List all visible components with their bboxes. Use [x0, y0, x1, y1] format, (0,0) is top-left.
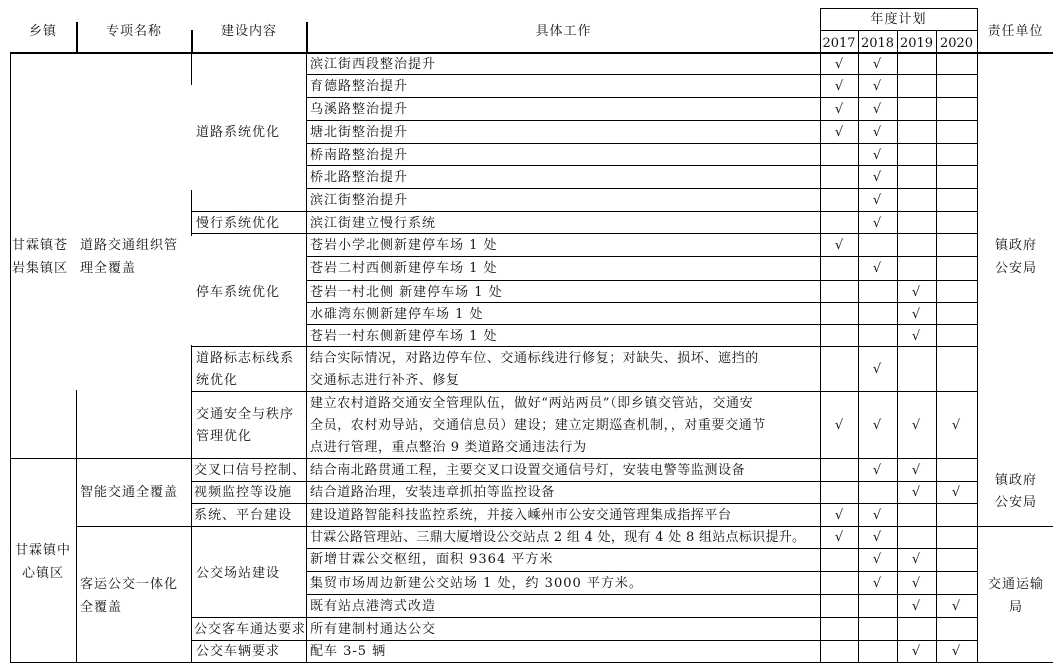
- check-mark-2018: √: [872, 125, 882, 140]
- work-row-line: 交通标志进行补齐、修复: [310, 373, 460, 388]
- check-mark-2019: √: [911, 576, 921, 591]
- check-mark-2017: √: [834, 238, 844, 253]
- check-mark-2020: √: [951, 644, 961, 659]
- grid-line: [820, 8, 978, 9]
- work-row: 桥北路整治提升: [310, 170, 409, 185]
- project-smart: 智能交通全覆盖: [80, 485, 179, 500]
- unit-1-line2: 公安局: [994, 261, 1037, 276]
- check-mark-2018: √: [872, 418, 882, 433]
- grid-line: [306, 74, 977, 75]
- work-row: 塘北街整治提升: [310, 125, 409, 140]
- check-mark-2019: √: [911, 552, 921, 567]
- work-row: 滨江街西段整治提升: [310, 57, 437, 72]
- grid-line: [191, 346, 306, 347]
- work-row-line: 结合实际情况，对路边停车位、交通标线进行修复；对缺失、损坏、遮挡的: [310, 351, 759, 366]
- unit-2-line3: 公安局: [994, 495, 1037, 510]
- grid-line: [306, 526, 977, 527]
- work-row: 结合道路治理，安装违章抓拍等监控设备: [310, 485, 555, 500]
- check-mark-2019: √: [911, 418, 921, 433]
- content-signal-line1: 交叉口信号控制、: [194, 463, 307, 478]
- grid-line: [191, 526, 306, 527]
- grid-line: [306, 640, 977, 641]
- content-slow: 慢行系统优化: [196, 216, 281, 231]
- check-mark-2018: √: [872, 148, 882, 163]
- grid-line: [306, 617, 977, 618]
- grid-line: [306, 188, 977, 189]
- grid-line: [191, 30, 193, 52]
- work-row: 桥南路整治提升: [310, 148, 409, 163]
- grid-line: [306, 22, 308, 52]
- grid-line: [306, 256, 977, 257]
- town-center-line2: 心镇区: [21, 566, 64, 581]
- grid-line: [76, 390, 77, 458]
- check-mark-2019: √: [911, 463, 921, 478]
- header-year-2017: 2017: [822, 36, 856, 51]
- grid-line: [191, 233, 306, 234]
- check-mark-2020: √: [951, 599, 961, 614]
- grid-line: [191, 458, 192, 662]
- check-mark-2017: √: [834, 57, 844, 72]
- work-row-line: 建立农村道路交通安全管理队伍，做好“两站两员”（即乡镇交管站，交通安: [310, 396, 754, 411]
- grid-line: [191, 640, 306, 641]
- content-safety-line2: 管理优化: [196, 429, 253, 444]
- work-row: 苍岩二村西侧新建停车场 1 处: [310, 261, 498, 276]
- check-mark-2019: √: [911, 307, 921, 322]
- town-center-line1: 甘霖镇中: [14, 543, 71, 558]
- check-mark-2018: √: [872, 552, 882, 567]
- work-row: 滨江街整治提升: [310, 193, 409, 208]
- check-mark-2018: √: [872, 102, 882, 117]
- grid-line: [76, 526, 191, 527]
- header-year-2018: 2018: [860, 36, 895, 51]
- check-mark-2018: √: [872, 508, 882, 523]
- check-mark-2019: √: [911, 644, 921, 659]
- work-row: 苍岩小学北侧新建停车场 1 处: [310, 238, 498, 253]
- work-row: 乌溪路整治提升: [310, 102, 409, 117]
- work-row: 滨江街建立慢行系统: [310, 216, 437, 231]
- content-signal-line2: 视频监控等设施: [194, 485, 293, 500]
- grid-line: [191, 481, 306, 482]
- check-mark-2020: √: [951, 485, 961, 500]
- grid-line: [10, 662, 1053, 663]
- work-row: 苍岩一村东侧新建停车场 1 处: [310, 329, 498, 344]
- check-mark-2018: √: [872, 261, 882, 276]
- content-station: 公交场站建设: [196, 566, 281, 581]
- check-mark-2018: √: [872, 57, 882, 72]
- work-row-line: 全员，农村劝导站，交通信息员）建设；建立定期巡查机制，，对重要交通节: [310, 418, 766, 433]
- header-work: 具体工作: [535, 24, 592, 39]
- check-mark-2018: √: [872, 463, 882, 478]
- check-mark-2018: √: [872, 170, 882, 185]
- unit-1-line1: 镇政府: [994, 238, 1037, 253]
- check-mark-2017: √: [834, 418, 844, 433]
- grid-line: [191, 345, 192, 458]
- grid-line: [306, 324, 977, 325]
- grid-line: [191, 391, 306, 392]
- grid-line: [306, 503, 977, 504]
- grid-line: [306, 280, 977, 281]
- grid-line: [10, 52, 11, 662]
- grid-line: [820, 30, 978, 31]
- header-project: 专项名称: [105, 24, 162, 39]
- project-traffic-line2: 理全覆盖: [80, 261, 137, 276]
- grid-line: [191, 617, 306, 618]
- grid-line: [306, 165, 977, 166]
- check-mark-2019: √: [911, 599, 921, 614]
- check-mark-2018: √: [872, 576, 882, 591]
- grid-line: [306, 211, 977, 212]
- grid-line: [306, 143, 977, 144]
- grid-line: [10, 458, 977, 459]
- grid-line: [306, 233, 977, 234]
- grid-line: [191, 503, 306, 504]
- content-platform: 系统、平台建设: [194, 508, 293, 523]
- grid-line: [306, 571, 977, 572]
- project-bus-line1: 客运公交一体化: [80, 577, 179, 592]
- grid-line: [76, 458, 77, 662]
- check-mark-2017: √: [834, 508, 844, 523]
- grid-line: [306, 481, 977, 482]
- grid-line: [191, 190, 192, 236]
- grid-line: [306, 97, 977, 98]
- grid-line: [306, 391, 977, 392]
- town-cangyan-line2: 岩集镇区: [12, 261, 69, 276]
- grid-line: [306, 302, 977, 303]
- grid-line: [306, 120, 977, 121]
- header-plan: 年度计划: [870, 12, 927, 27]
- work-row: 苍岩一村北侧 新建停车场 1 处: [310, 285, 503, 300]
- check-mark-2019: √: [911, 285, 921, 300]
- work-row: 育德路整治提升: [310, 79, 409, 94]
- check-mark-2018: √: [872, 79, 882, 94]
- header-content: 建设内容: [220, 24, 277, 39]
- unit-3-line1: 交通运输: [987, 577, 1044, 592]
- check-mark-2019: √: [911, 485, 921, 500]
- check-mark-2018: √: [872, 530, 882, 545]
- grid-line: [977, 526, 1053, 527]
- check-mark-2018: √: [872, 216, 882, 231]
- check-mark-2018: √: [872, 193, 882, 208]
- work-row: 水碓湾东侧新建停车场 1 处: [310, 307, 484, 322]
- content-safety-line1: 交通安全与秩序: [196, 407, 295, 422]
- header-year-2020: 2020: [939, 36, 974, 51]
- content-park: 停车系统优化: [196, 285, 281, 300]
- project-traffic-line1: 道路交通组织管: [80, 238, 179, 253]
- work-row: 既有站点港湾式改造: [310, 599, 437, 614]
- content-vehicle: 公交车辆要求: [196, 644, 281, 659]
- work-row: 所有建制村通达公交: [310, 622, 437, 637]
- header-year-2019: 2019: [899, 36, 934, 51]
- grid-line: [306, 346, 977, 347]
- unit-2-line1: 镇政府: [994, 473, 1037, 488]
- grid-line: [306, 594, 977, 595]
- work-row: 集贸市场周边新建公交站场 1 处，约 3000 平方米。: [310, 576, 643, 591]
- grid-line: [191, 211, 306, 212]
- work-row: 甘霖公路管理站、三鼎大厦增设公交站点 2 组 4 处，现有 4 处 8 组站点标识提升。: [310, 530, 806, 545]
- grid-line: [820, 8, 821, 662]
- content-road: 道路系统优化: [196, 125, 281, 140]
- header-town: 乡镇: [28, 24, 57, 39]
- unit-3-line2: 局: [1008, 600, 1023, 615]
- content-sign-line1: 道路标志标线系: [196, 351, 295, 366]
- grid-line: [977, 8, 978, 662]
- grid-line: [306, 548, 977, 549]
- check-mark-2018: √: [872, 362, 882, 377]
- work-row: 结合南北路贯通工程，主要交叉口设置交通信号灯，安装电警等监测设备: [310, 463, 746, 478]
- work-row-line: 点进行管理，重点整治 9 类道路交通违法行为: [310, 440, 587, 455]
- work-row: 建设道路智能科技监控系统，并接入嵊州市公安交通管理集成指挥平台: [310, 508, 732, 523]
- grid-line: [76, 22, 78, 52]
- project-bus-line2: 全覆盖: [80, 600, 123, 615]
- town-cangyan-line1: 甘霖镇苍: [12, 238, 69, 253]
- check-mark-2019: √: [911, 329, 921, 344]
- check-mark-2017: √: [834, 79, 844, 94]
- work-row: 配车 3-5 辆: [310, 644, 387, 659]
- check-mark-2020: √: [951, 418, 961, 433]
- check-mark-2017: √: [834, 125, 844, 140]
- content-reach: 公交客车通达要求: [194, 622, 307, 637]
- work-row: 新增甘霖公交枢纽，面积 9364 平方米: [310, 552, 554, 567]
- check-mark-2017: √: [834, 102, 844, 117]
- check-mark-2017: √: [834, 530, 844, 545]
- grid-line: [191, 52, 192, 85]
- header-unit: 责任单位: [987, 24, 1044, 39]
- content-sign-line2: 统优化: [196, 373, 239, 388]
